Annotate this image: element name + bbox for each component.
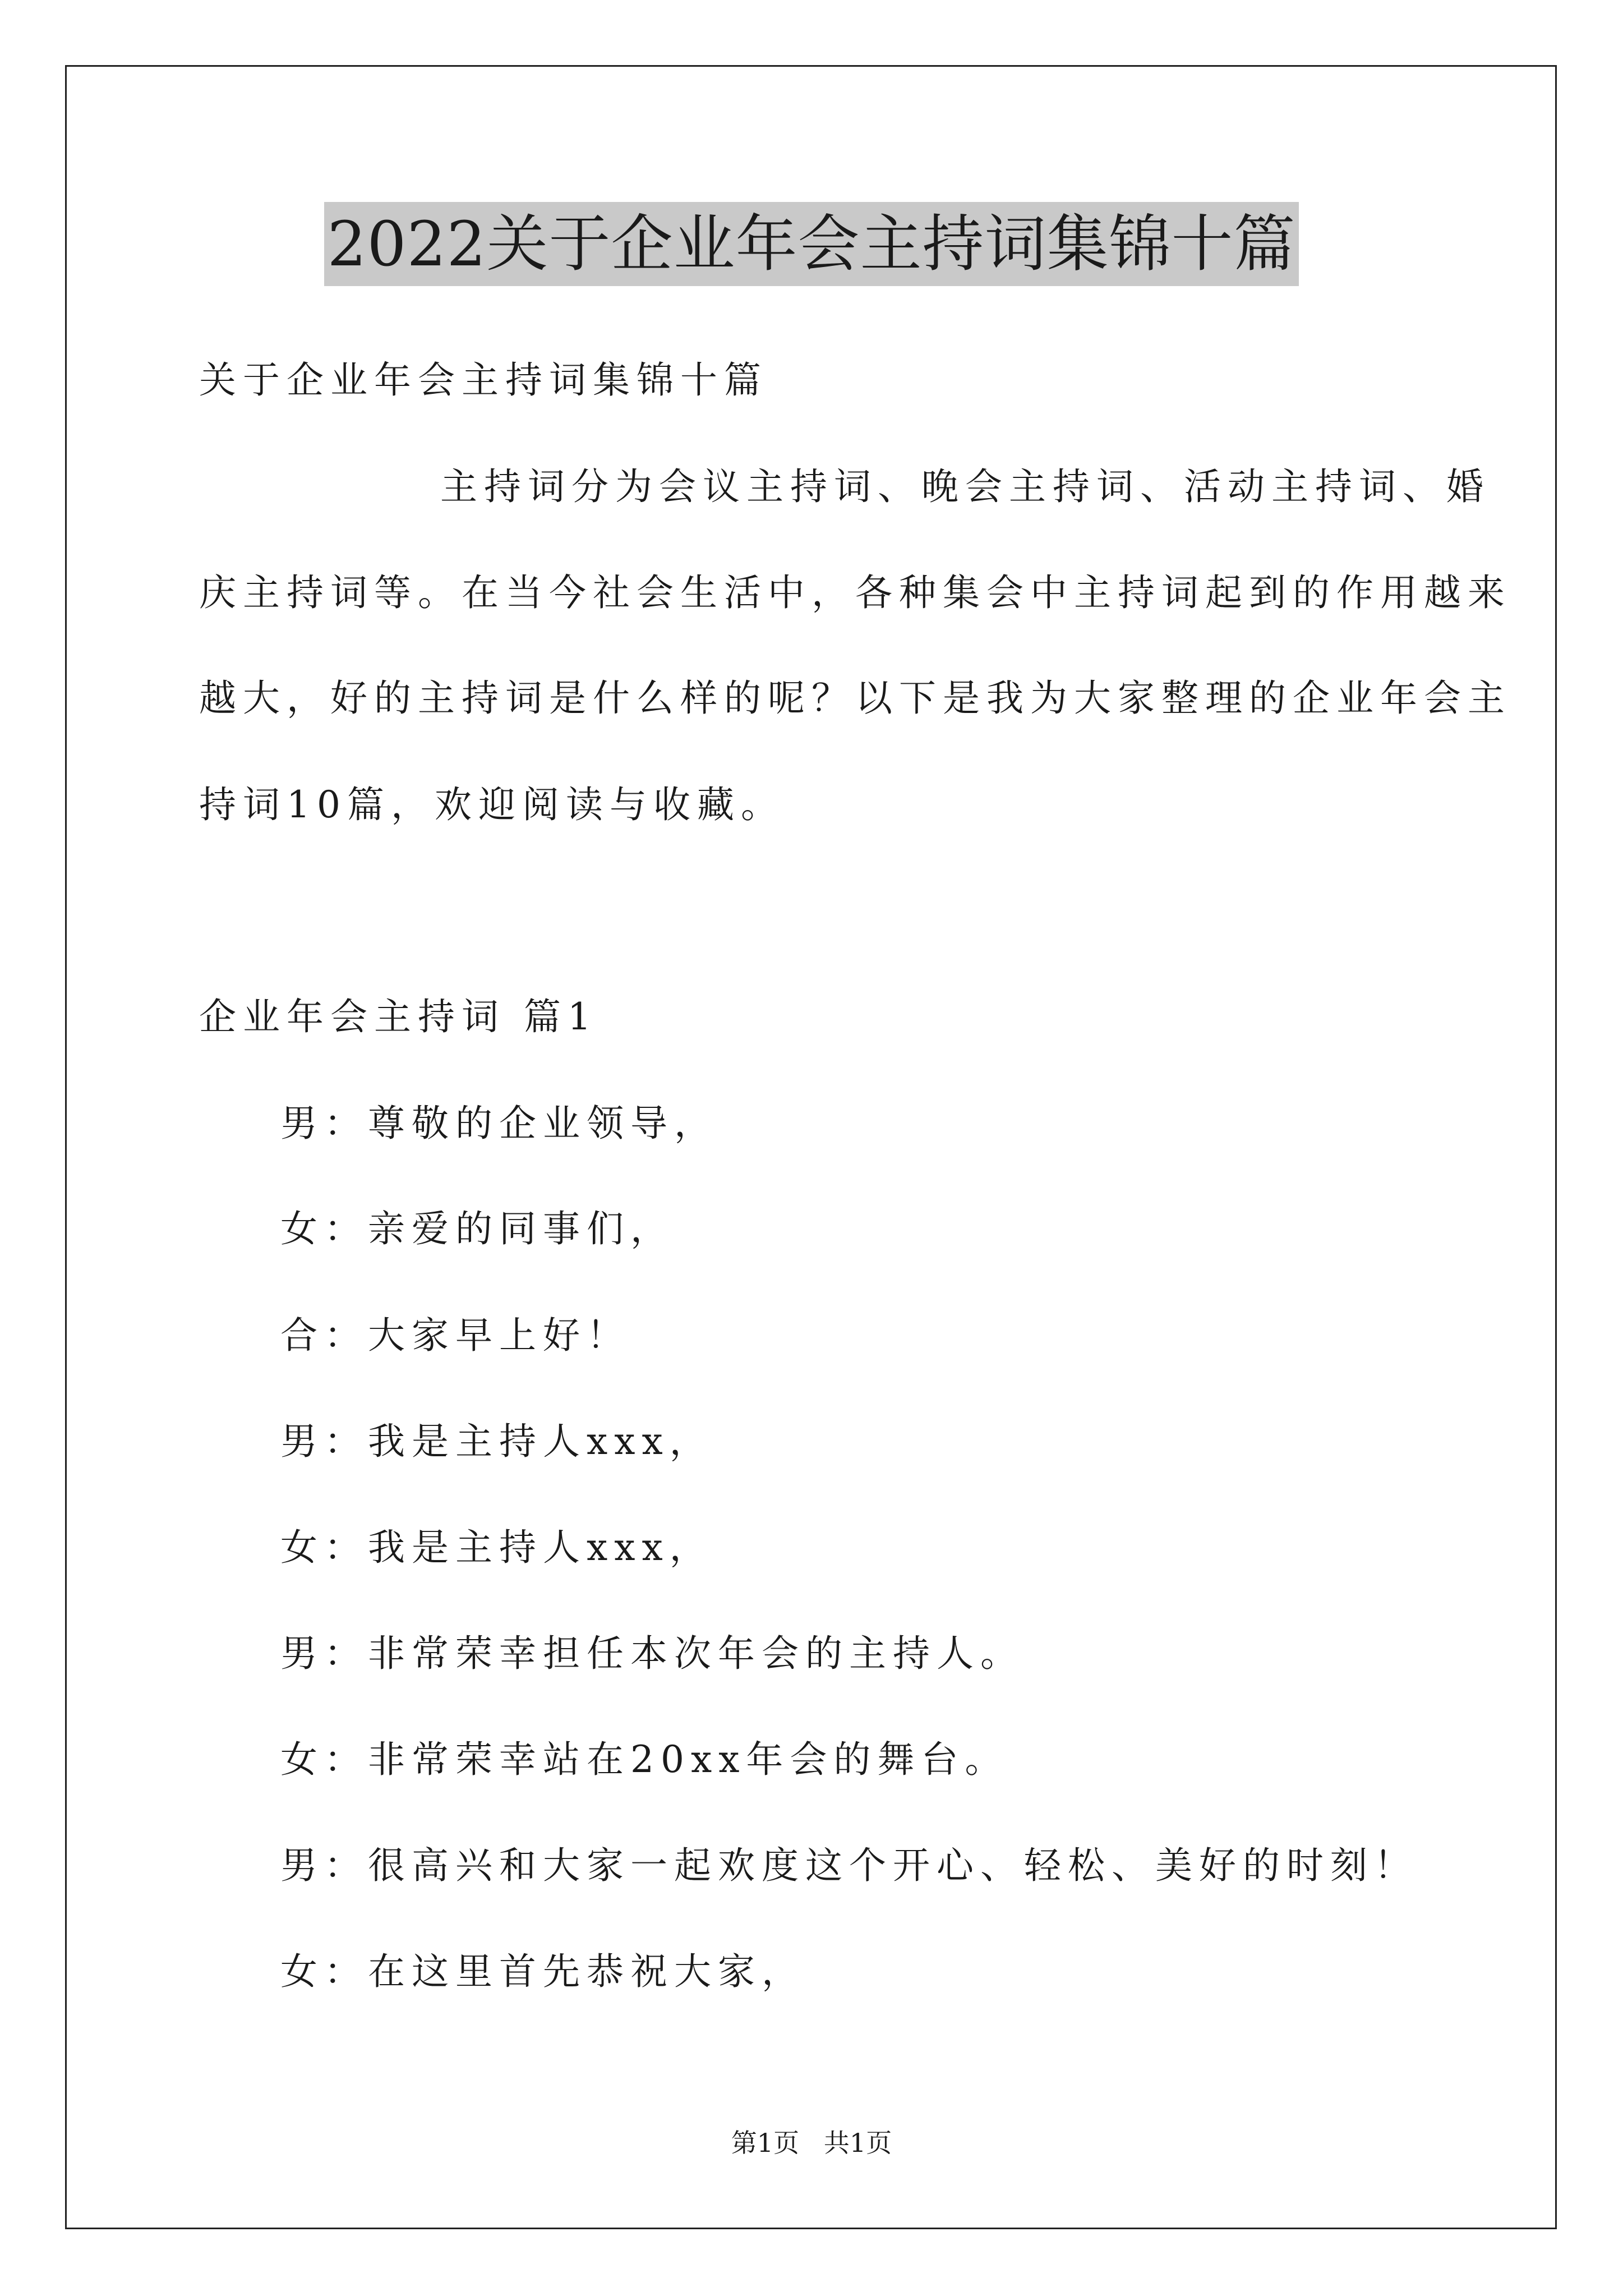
- intro-line: 越大，好的主持词是什么样的呢？以下是我为大家整理的企业年会主: [199, 677, 1511, 720]
- dialog-line: 女：我是主持人xxx，: [280, 1526, 713, 1569]
- dialog-line: 男：尊敬的企业领导，: [280, 1102, 718, 1145]
- dialog-line: 合：大家早上好！: [280, 1314, 630, 1357]
- intro-line: 庆主持词等。在当今社会生活中，各种集会中主持词起到的作用越来: [199, 571, 1511, 614]
- dialog-line: 男：非常荣幸担任本次年会的主持人。: [280, 1632, 1024, 1675]
- page-footer: 第1页 共1页: [731, 2128, 892, 2158]
- dialog-line: 女：在这里首先恭祝大家，: [280, 1950, 805, 1993]
- dialog-line: 男：很高兴和大家一起欢度这个开心、轻松、美好的时刻！: [280, 1844, 1418, 1887]
- title-container: [0, 202, 1623, 286]
- dialog-line: 女：非常荣幸站在20xx年会的舞台。: [280, 1738, 1009, 1781]
- section-heading: 企业年会主持词 篇1: [199, 995, 598, 1038]
- dialog-line: 女：亲爱的同事们，: [280, 1207, 674, 1250]
- intro-line: 主持词分为会议主持词、晚会主持词、活动主持词、婚: [440, 465, 1490, 508]
- dialog-line: 男：我是主持人xxx，: [280, 1420, 713, 1463]
- document-subtitle: 关于企业年会主持词集锦十篇: [199, 358, 768, 402]
- intro-line: 持词10篇，欢迎阅读与收藏。: [199, 783, 785, 826]
- document-title: 2022关于企业年会主持词集锦十篇: [324, 202, 1299, 286]
